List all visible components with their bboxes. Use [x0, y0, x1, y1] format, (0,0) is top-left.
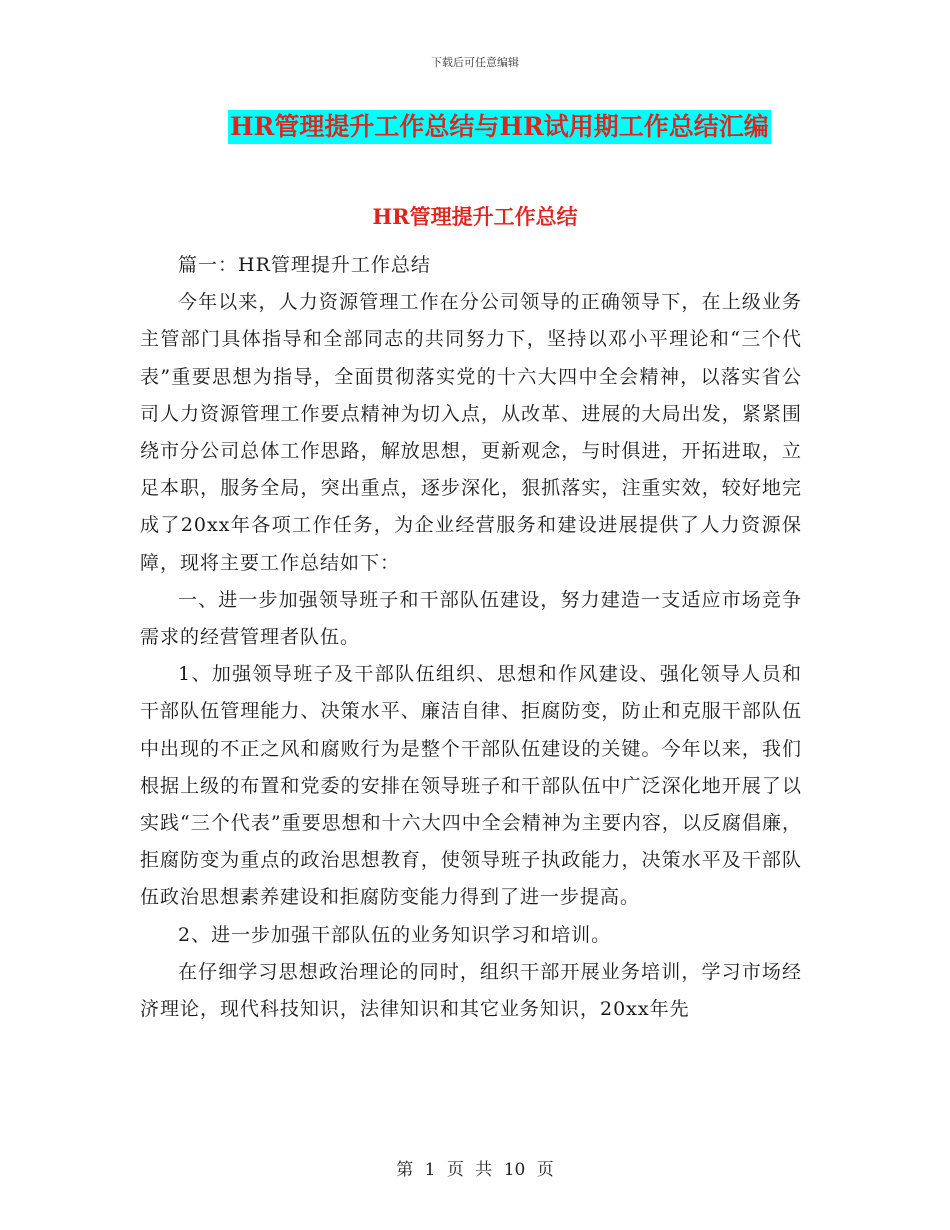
body-paragraph: 一、进一步加强领导班子和干部队伍建设，努力建造一支适应市场竞争需求的经营管理者队伍。 — [140, 588, 802, 649]
header-note: 下载后可任意编辑 — [431, 56, 519, 69]
document-body — [140, 247, 802, 1028]
article-subheading: 篇一：HR管理提升工作总结 — [178, 254, 431, 276]
page-footer: 第 1 页 共 10 页 — [396, 1160, 554, 1180]
body-paragraph: 2、进一步加强干部队伍的业务知识学习和培训。 — [178, 923, 612, 946]
body-paragraph: 今年以来，人力资源管理工作在分公司领导的正确领导下，在上级业务主管部门具体指导和全部同志的共同努力下，坚持以邓小平理论和“三个代表”重要思想为指导，全面贯彻落实党的十六大四中全会精神，以落实省公司人力资源管理工作要点精神为切入点，从改革、进展的大局出发，紧紧围绕市分公司总体工作思路，解放思想，更新观念，与时俱进，开拓进取，立足本职，服务全局，突出重点，逐步深化，狠抓落实，注重实效，较好地完成了20xx年各项工作任务，为企业经营服务和建设进展提供了人力资源保障，现将主要工作总结如下： — [140, 291, 802, 574]
body-paragraph: 在仔细学习思想政治理论的同时，组织干部开展业务培训，学习市场经济理论，现代科技知识，法律知识和其它业务知识，20xx年先 — [140, 960, 802, 1021]
body-paragraph: 1、加强领导班子及干部队伍组织、思想和作风建设、强化领导人员和干部队伍管理能力、决策水平、廉洁自律、拒腐防变，防止和克服干部队伍中出现的不正之风和腐败行为是整个干部队伍建设的关键。今年以来，我们根据上级的布置和党委的安排在领导班子和干部队伍中广泛深化地开展了以实践“三个代表”重要思想和十六大四中全会精神为主要内容，以反腐倡廉，拒腐防变为重点的政治思想教育，使领导班子执政能力，决策水平及干部队伍政治思想素养建设和拒腐防变能力得到了进一步提高。 — [140, 663, 802, 909]
document-title: HR管理提升工作总结与HR试用期工作总结汇编 — [228, 110, 771, 144]
section-title: HR管理提升工作总结 — [372, 204, 578, 229]
